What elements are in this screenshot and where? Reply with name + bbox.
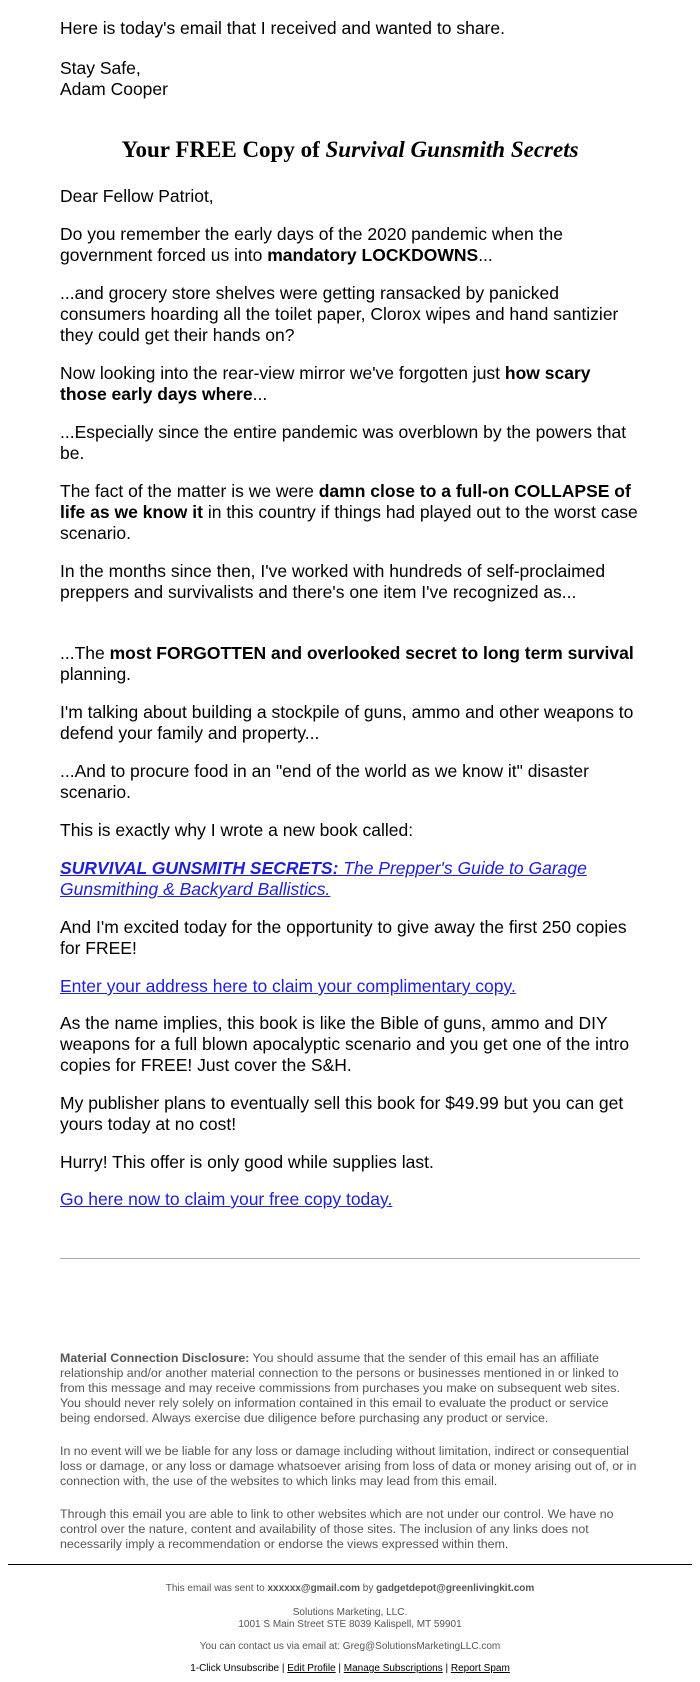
headline-prefix: Your FREE Copy of xyxy=(121,137,326,162)
paragraph-overblown: ...Especially since the entire pandemic was overblown by the powers that be. xyxy=(60,422,627,463)
divider xyxy=(60,1258,640,1259)
manage-subscriptions-link[interactable]: Manage Subscriptions xyxy=(343,1663,443,1674)
recipient-email: xxxxxx@gmail.com xyxy=(267,1583,361,1594)
report-spam-link[interactable]: Report Spam xyxy=(450,1663,510,1674)
paragraph-stockpile: I'm talking about building a stockpile of guns, ammo and other weapons to defend your family and property... xyxy=(60,702,634,743)
paragraph-collapse: The fact of the matter is we were damn close to a full-on COLLAPSE of life as we know it in this country if things had played out to the worst case scenario. xyxy=(60,481,638,543)
sent-to-line: This email was sent to xxxxxx@gmail.com by gadgetdepot@greenlivingkit.com xyxy=(165,1583,535,1594)
paragraph-price: My publisher plans to eventually sell this book for $49.99 but you can get yours today at no cost! xyxy=(60,1093,624,1134)
paragraph-preppers: In the months since then, I've worked with hundreds of self-proclaimed preppers and survivalists and there's one item I've recognized as... xyxy=(60,561,606,602)
paragraph-giveaway: And I'm excited today for the opportunity to give away the first 250 copies for FREE! xyxy=(60,917,627,958)
sender-email: gadgetdepot@greenlivingkit.com xyxy=(376,1583,535,1594)
paragraph-food: ...And to procure food in an "end of the world as we know it" disaster scenario. xyxy=(60,761,589,802)
paragraph-lockdowns: Do you remember the early days of the 2020 pandemic when the government forced us into mandatory LOCKDOWNS... xyxy=(60,224,563,265)
claim-link-paragraph xyxy=(60,976,640,997)
paragraph-hurry: Hurry! This offer is only good while supplies last. xyxy=(60,1152,434,1172)
book-title-link[interactable]: SURVIVAL GUNSMITH SECRETS: The Prepper's Guide to Garage Gunsmithing & Backyard Ballistics. xyxy=(60,858,587,899)
go-link-paragraph xyxy=(60,1189,640,1210)
footer-links: 1-Click Unsubscribe | Edit Profile | Manage Subscriptions | Report Spam xyxy=(190,1663,510,1674)
paragraph-rearview: Now looking into the rear-view mirror we've forgotten just how scary those early days where... xyxy=(60,363,591,404)
paragraph-grocery: ...and grocery store shelves were getting ransacked by panicked consumers hoarding all the toilet paper, Clorox wipes and hand santizier they could get their hands on? xyxy=(60,283,619,345)
disclosure-paragraph-3: Through this email you are able to link to other websites which are not under our control. We have no control over the nature, content and availability of those sites. The inclusion of any links does not necessarily imply a recommendation or endorse the views expressed within them. xyxy=(60,1507,614,1551)
book-link-paragraph xyxy=(60,858,640,900)
signer-name: Adam Cooper xyxy=(60,79,168,99)
headline xyxy=(60,139,640,160)
signoff: Stay Safe, xyxy=(60,58,141,78)
paragraph-bible: As the name implies, this book is like the Bible of guns, ammo and DIY weapons for a full blown apocalyptic scenario and you get one of the intro copies for FREE! Just cover the S&H. xyxy=(60,1013,630,1075)
company-name: Solutions Marketing, LLC. xyxy=(292,1607,408,1618)
edit-profile-link[interactable]: Edit Profile xyxy=(287,1663,336,1674)
company-address: 1001 S Main Street STE 8039 Kalispell, MT 59901 xyxy=(238,1619,462,1630)
paragraph-book-intro: This is exactly why I wrote a new book called: xyxy=(60,820,414,840)
headline-book-title: Survival Gunsmith Secrets xyxy=(325,137,579,162)
paragraph-forgotten: ...The most FORGOTTEN and overlooked secret to long term survival planning. xyxy=(60,643,634,684)
unsubscribe-text[interactable]: 1-Click Unsubscribe xyxy=(190,1663,280,1674)
footer-divider xyxy=(8,1564,692,1565)
disclosure-label: Material Connection Disclosure: xyxy=(60,1351,250,1365)
disclosure-paragraph-1: Material Connection Disclosure: You should assume that the sender of this email has an affiliate relationship and/or another material connection to the persons or businesses mentioned in or linked to from this message and may receive commissions from purchases you make on subsequent web sites. You should never rely solely on information contained in this email to evaluate the product or service being endorsed. Always exercise due diligence before purchasing any product or service. xyxy=(60,1351,620,1425)
claim-free-copy-link[interactable]: Go here now to claim your free copy today. xyxy=(60,1189,393,1209)
claim-copy-link[interactable]: Enter your address here to claim your complimentary copy. xyxy=(60,976,516,996)
contact-line: You can contact us via email at: Greg@SolutionsMarketingLLC.com xyxy=(199,1641,501,1652)
intro-line: Here is today's email that I received and wanted to share. xyxy=(60,18,505,38)
disclosure-paragraph-2: In no event will we be liable for any loss or damage including without limitation, indirect or consequential loss or damage, or any loss or damage whatsoever arising from loss of data or money arising out of, or in connection with, the use of the websites to which links may lead from this email. xyxy=(60,1444,637,1488)
greeting: Dear Fellow Patriot, xyxy=(60,186,214,206)
